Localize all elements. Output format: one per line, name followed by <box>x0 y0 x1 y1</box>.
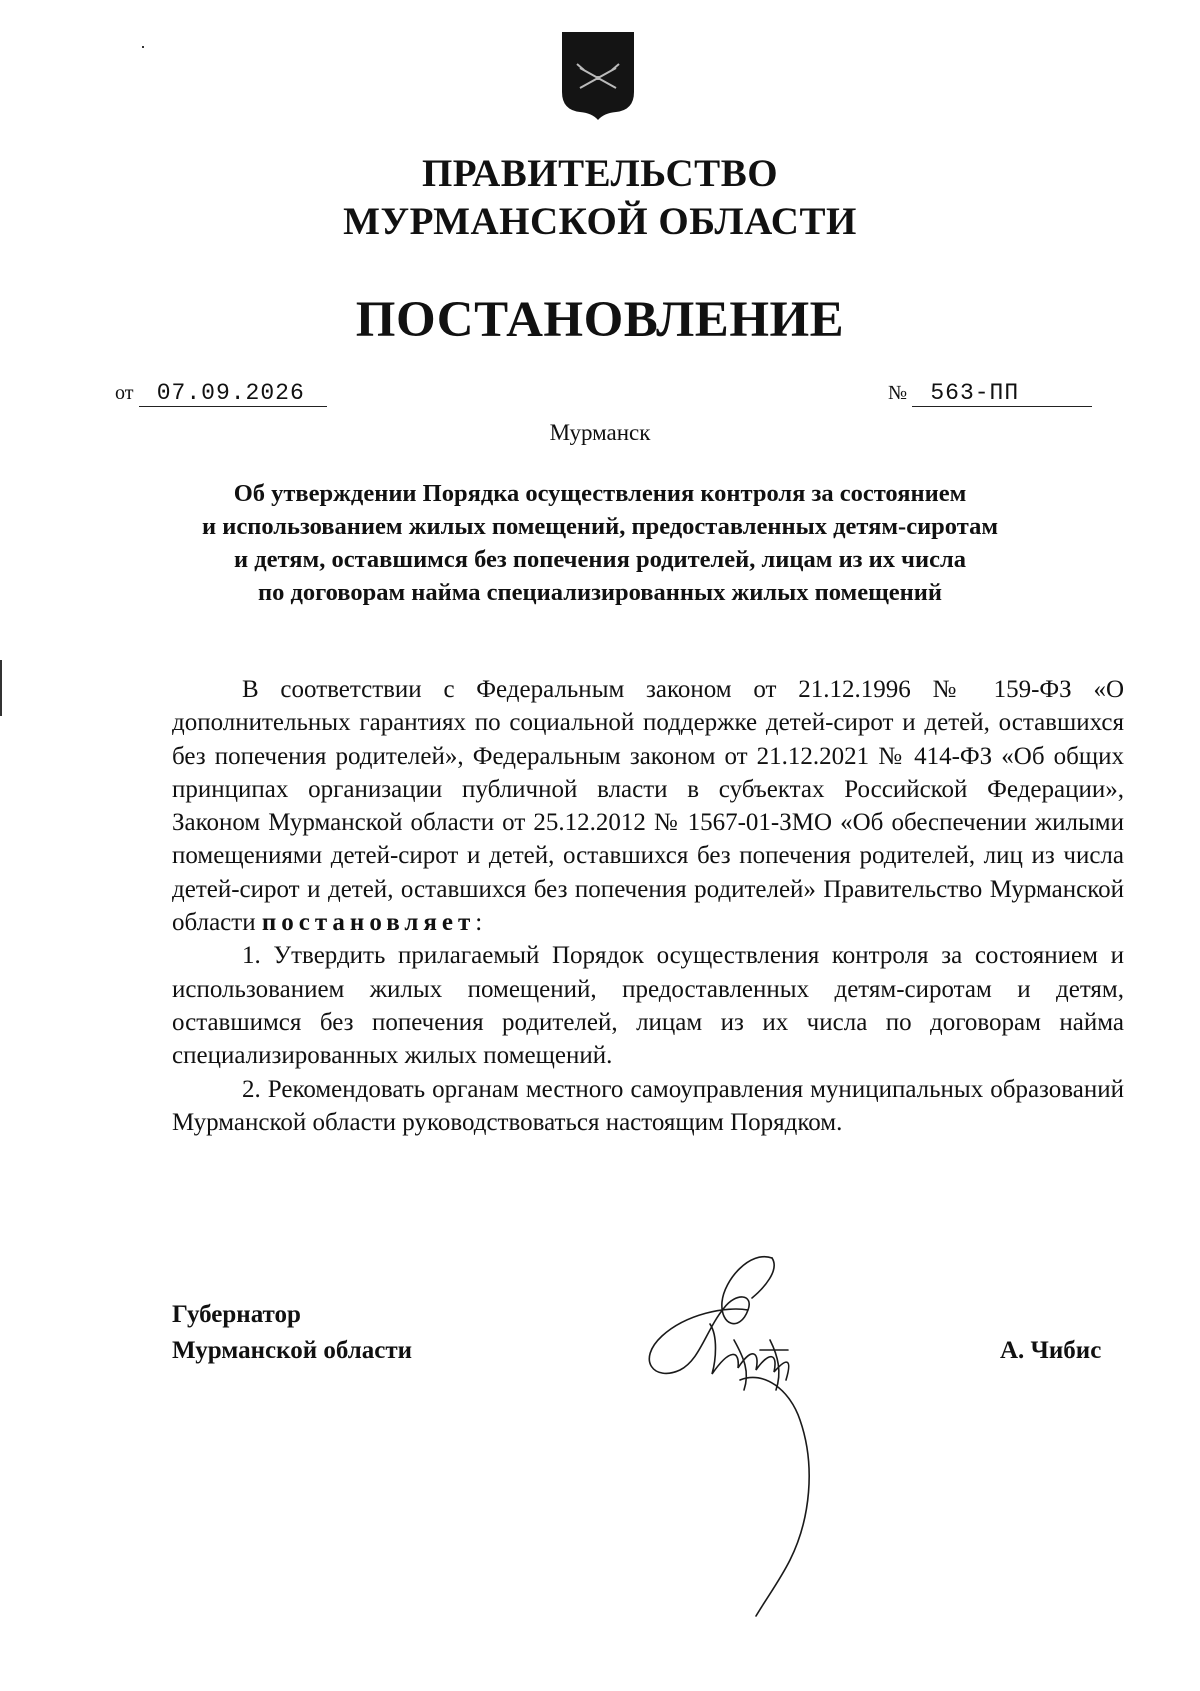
government-title-line2: МУРМАНСКОЙ ОБЛАСТИ <box>343 200 857 243</box>
number-value: 563-ПП <box>912 380 1092 407</box>
city: Мурманск <box>549 420 651 445</box>
date-value: 07.09.2026 <box>139 380 327 407</box>
government-title <box>0 150 1200 246</box>
number-label: № <box>888 382 908 404</box>
subject-line1: Об утверждении Порядка осуществления контроля за состоянием <box>233 480 967 507</box>
signatory-position <box>172 1297 412 1369</box>
subject-line3: и детям, оставшимся без попечения родителей, лицам из их числа <box>234 546 966 573</box>
preamble-text: В соответствии с Федеральным законом от 21.12.1996 № 159-ФЗ «О дополнительных гарантиях по социальной поддержке детей-сирот и детей, оставшихся без попечения родителей», Федеральным законом от 21.12.2021 № 414-ФЗ «Об общих принципах организации публичной власти в субъектах Российской Федерации», Законом Мурманской области от 25.12.2012 № 1567-01-ЗМО «Об обеспечении жилыми помещениями детей-сирот и детей, оставшихся без попечения родителей, лиц из числа детей-сирот и детей, оставшихся без попечения родителей» Правительство Мурманской области <box>172 676 1124 937</box>
resolves-word: постановляет <box>261 909 476 937</box>
document-body <box>172 673 1124 1139</box>
scan-mark-left <box>0 660 2 716</box>
date-field <box>115 380 327 407</box>
item-1: 1. Утвердить прилагаемый Порядок осуществления контроля за состоянием и использованием жилых помещений, предоставленных детям-сиротам и детям, оставшимся без попечения родителей, лицам из их числа по договорам найма специализированных жилых помещений. <box>172 942 1124 1070</box>
coat-of-arms-emblem <box>560 30 636 122</box>
subject-line4: по договорам найма специализированных жилых помещений <box>257 579 943 606</box>
item-2: 2. Рекомендовать органам местного самоуправления муниципальных образований Мурманской области руководствоваться настоящим Порядком. <box>172 1075 1124 1136</box>
subject-line2: и использованием жилых помещений, предоставленных детям-сиротам <box>201 513 999 540</box>
government-title-line1: ПРАВИТЕЛЬСТВО <box>421 152 779 195</box>
document-subject <box>150 477 1050 609</box>
document-type: ПОСТАНОВЛЕНИЕ <box>355 292 845 348</box>
date-label: от <box>115 382 134 404</box>
signatory-name: А. Чибис <box>1000 1337 1102 1364</box>
preamble-paragraph <box>172 673 1124 939</box>
handwritten-signature <box>640 1240 890 1620</box>
resolves-colon: : <box>475 909 483 937</box>
scan-mark-dot <box>142 46 144 48</box>
signatory-position-line2: Мурманской области <box>172 1337 413 1364</box>
signatory-position-line1: Губернатор <box>172 1301 301 1328</box>
number-field <box>888 380 1092 407</box>
